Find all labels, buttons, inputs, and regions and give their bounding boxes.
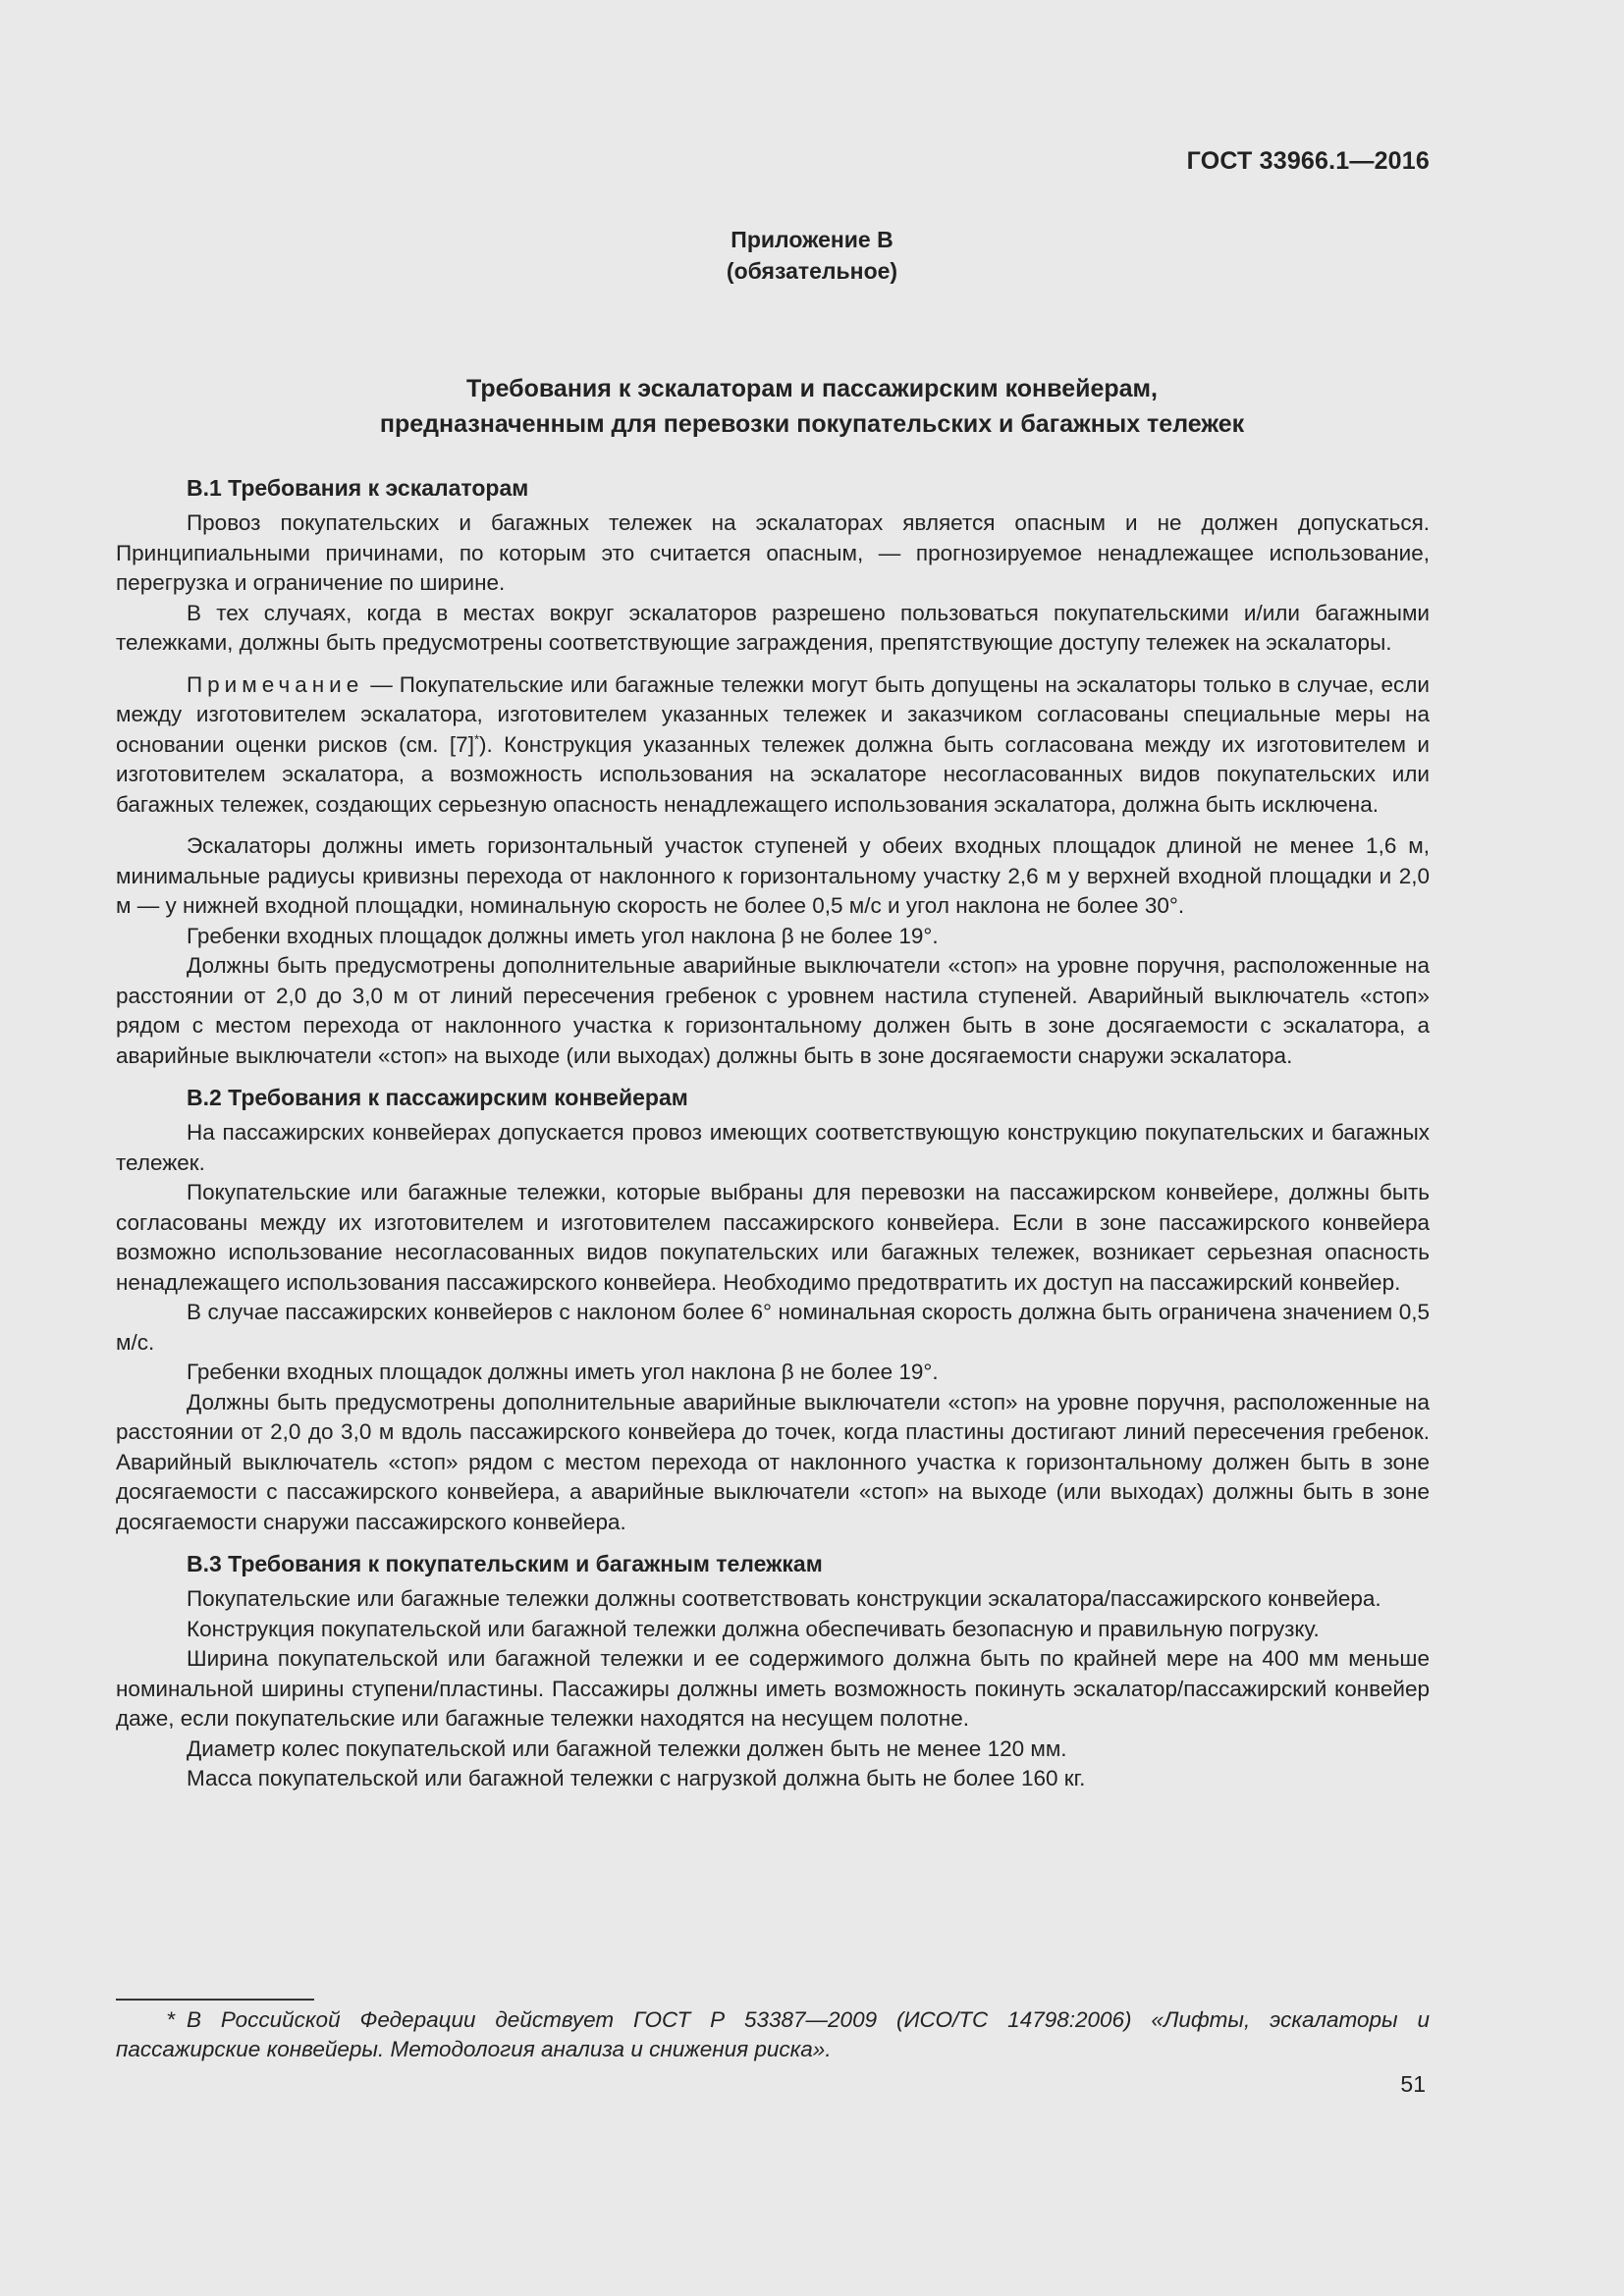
section-b1-paragraph: Гребенки входных площадок должны иметь угол наклона β не более 19°. [187,923,939,948]
note-text: ). Конструкция указанных тележек должна быть согласована между их изготовителем и изготовителем эскалатора, а возможность использования на эскалаторе несогласованных видов покупательских или багажных тележек, создающих серьезную опасность ненадлежащего использования эскалатора, должна быть исключена. [116,731,1430,817]
footnote-divider [116,1999,314,2001]
section-b2-paragraph: В случае пассажирских конвейеров с наклоном более 6° номинальная скорость должна быть ограничена значением 0,5 м/с. [116,1300,1430,1355]
annex-heading [0,224,1624,287]
section-b1-paragraph: Должны быть предусмотрены дополнительные аварийные выключатели «стоп» на уровне поручня, расположенные на расстоянии от 2,0 до 3,0 м от линий пересечения гребенок с уровнем настила ступеней. Аварийный выключатель «стоп» рядом с местом перехода от наклонного участка к горизонтальному должен быть в зоне досягаемости с эскалатора, а аварийные выключатели «стоп» на выходе (или выходах) должны быть в зоне досягаемости снаружи эскалатора. [116,953,1430,1068]
footnote-reference-mark: * [473,731,480,746]
section-b2-paragraph: На пассажирских конвейерах допускается провоз имеющих соответствующую конструкцию покупательских и багажных тележек. [116,1120,1430,1175]
document-body [116,473,1430,1794]
annex-label: Приложение В [731,227,893,252]
section-b3-paragraph: Диаметр колес покупательской или багажной тележки должен быть не менее 120 мм. [187,1735,1067,1761]
annex-title-line-1: Требования к эскалаторам и пассажирским конвейерам, [466,375,1158,402]
section-b1-heading: В.1 Требования к эскалаторам [187,475,529,501]
section-b3-heading: В.3 Требования к покупательским и багажным тележкам [187,1551,823,1576]
annex-title-line-2: предназначенным для перевозки покупательских и багажных тележек [379,410,1245,438]
section-b3-paragraph: Конструкция покупательской или багажной тележки должна обеспечивать безопасную и правильную погрузку. [187,1616,1320,1641]
footnote-text: В Российской Федерации действует ГОСТ Р 53387—2009 (ИСО/ТС 14798:2006) «Лифты, эскалаторы и пассажирские конвейеры. Методология анализа и снижения риска». [116,2007,1430,2061]
annex-title [0,371,1624,442]
annex-status: (обязательное) [726,258,898,284]
document-code: ГОСТ 33966.1—2016 [1186,147,1430,175]
section-b2-paragraph: Гребенки входных площадок должны иметь угол наклона β не более 19°. [187,1360,939,1384]
section-b3-paragraph: Ширина покупательской или багажной тележки и ее содержимого должна быть по крайней мере на 400 мм меньше номинальной ширины ступени/пластины. Пассажиры должны иметь возможность покинуть эскалатор/пассажирский конвейер даже, если покупательские или багажные тележки находятся на несущем полотне. [116,1646,1430,1731]
page-number: 51 [1400,2071,1426,2097]
footnote-mark: * [166,2007,175,2032]
section-b1-note [116,670,1430,821]
section-b3-paragraph: Масса покупательской или багажной тележки с нагрузкой должна быть не более 160 кг. [187,1766,1086,1790]
section-b2-paragraph: Должны быть предусмотрены дополнительные аварийные выключатели «стоп» на уровне поручня, расположенные на расстоянии от 2,0 до 3,0 м вдоль пассажирского конвейера до точек, когда пластины достигают линий пересечения гребенок. Аварийный выключатель «стоп» рядом с местом перехода от наклонного участка к горизонтальному должен быть в зоне досягаемости с пассажирского конвейера, а аварийные выключатели «стоп» на выходе (или выходах) должны быть в зоне досягаемости снаружи пассажирского конвейера. [116,1389,1430,1534]
section-b1-paragraph: Провоз покупательских и багажных тележек на эскалаторах является опасным и не должен допускаться. Принципиальными причинами, по которым это считается опасным, — прогнозируемое ненадлежащее использование, перегрузка и ограничение по ширине. [116,510,1430,595]
section-b1-paragraph: В тех случаях, когда в местах вокруг эскалаторов разрешено пользоваться покупательскими и/или багажными тележками, должны быть предусмотрены соответствующие заграждения, препятствующие доступу тележек на эскалаторы. [116,600,1430,655]
section-b2-heading: В.2 Требования к пассажирским конвейерам [187,1085,688,1110]
section-b2-paragraph: Покупательские или багажные тележки, которые выбраны для перевозки на пассажирском конвейере, должны быть согласованы между их изготовителем и изготовителем пассажирского конвейера. Если в зоне пассажирского конвейера возможно использование несогласованных видов покупательских или багажных тележек, возникает серьезная опасность ненадлежащего использования пассажирского конвейера. Необходимо предотвратить их доступ на пассажирский конвейер. [116,1180,1430,1295]
section-b1-paragraph: Эскалаторы должны иметь горизонтальный участок ступеней у обеих входных площадок длиной не менее 1,6 м, минимальные радиусы кривизны перехода от наклонного к горизонтальному участку 2,6 м у верхней входной площадки и 2,0 м — у нижней входной площадки, номинальную скорость не более 0,5 м/с и угол наклона не более 30°. [116,833,1430,918]
note-label: Примечание [187,671,364,697]
footnote [116,2005,1430,2064]
note-text: — Покупательские или багажные тележки могут быть допущены на эскалаторы только в случае, если между изготовителем эскалатора, изготовителем указанных тележек и заказчиком согласованы специальные меры на основании оценки рисков (см. [7] [116,671,1430,757]
section-b3-paragraph: Покупательские или багажные тележки должны соответствовать конструкции эскалатора/пассажирского конвейера. [187,1586,1381,1611]
